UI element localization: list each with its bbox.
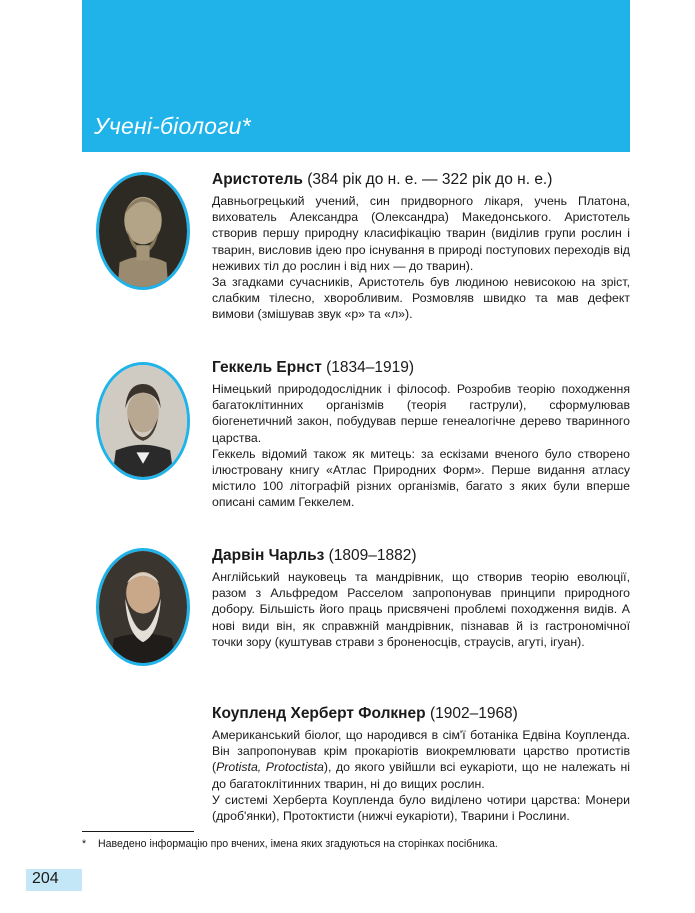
- bio-aristotle: [212, 170, 630, 323]
- bio-paragraph: Німецький природодослідник і філософ. Розробив теорію походження багатоклітинних організмів (теорія гаструли), сформулював біогенетичний закон, побудував перше генеалогічне дерево тваринного царства.: [212, 382, 630, 445]
- header-band: [82, 0, 630, 152]
- bio-paragraph: У системі Херберта Коупленда було виділено чотири царства: Монери (дроб'янки), Протоктисти (нижчі еукаріоти), Тварини і Рослини.: [212, 792, 630, 824]
- bio-paragraph: За згадками сучасників, Аристотель був людиною невисокою на зріст, слабким тілесно, хворобливим. Розмовляв швидко та мав дефект вимови (змішував звук «р» та «л»).: [212, 275, 630, 322]
- page-number-band: [26, 869, 82, 891]
- bio-text: Американський біолог, що народився в сім'ї ботаніка Едвіна Коупленда. Він запропонував крім прокаріотів виокремлювати царство протистів (: [212, 728, 630, 775]
- scientist-name: Аристотель: [212, 171, 303, 188]
- scientist-dates: (384 рік до н. е. — 322 рік до н. е.): [307, 171, 553, 188]
- scientist-name: Геккель Ернст: [212, 359, 322, 376]
- scientist-dates: (1834–1919): [326, 359, 415, 376]
- scientist-name: Коупленд Херберт Фолкнер: [212, 705, 426, 722]
- bio-latin-term: Protista, Protoctista: [216, 760, 324, 775]
- bio-darwin: [212, 546, 630, 650]
- bio-paragraph: Давньогрецький учений, син придворного лікаря, учень Платона, вихователь Александра (Олександра) Македонського. Аристотель створив першу природну класифікацію тварин (виділив групи рослин і тварин, висловив ідею про існування в природі поступових переходів від неживих тіл до рослин і від них — до тварин).: [212, 194, 630, 273]
- scientist-name: Дарвін Чарльз: [212, 547, 325, 564]
- scientist-dates: (1809–1882): [328, 547, 417, 564]
- page-number: 204: [32, 870, 59, 887]
- aristotle-portrait: [96, 172, 190, 290]
- bio-heading: [212, 170, 630, 190]
- bio-haeckel: [212, 358, 630, 511]
- footnote-divider: [82, 831, 194, 832]
- scientist-dates: (1902–1968): [429, 705, 518, 722]
- bio-paragraph: Геккель відомий також як митець: за ескізами вченого було створено ілюстровану книгу «Атлас Природних Форм». Перше видання атласу містило 100 літографій різних організмів, багато з яких були вперше описані самим Геккелем.: [212, 446, 630, 510]
- aristotle-bust-image: [99, 175, 187, 287]
- darwin-portrait: [96, 548, 190, 666]
- page-title: Учені-біологи*: [94, 113, 251, 139]
- bio-heading: [212, 546, 630, 566]
- footnote-marker: *: [82, 838, 87, 850]
- haeckel-photo-image: [99, 365, 187, 477]
- bio-paragraph: [212, 727, 630, 792]
- bio-text: ), до якого увійшли всі еукаріоти, що не належать ні до багатоклітинних тварин, ні до вищих рослин.: [212, 760, 630, 791]
- bio-copeland: [212, 704, 630, 824]
- bio-paragraph: Англійський науковець та мандрівник, що створив теорію еволюції, разом з Альфредом Расселом запропонував принципи природного добору. Більшість його праць присвячені проблемі походження видів. А нові види він, як справжній мандрівник, пізнавав й із гастрономічної точки зору (куштував страви з броненосців, страусів, агуті, ігуан).: [212, 570, 630, 649]
- footnote-text: Наведено інформацію про вчених, імена яких згадуються на сторінках посібника.: [98, 838, 498, 850]
- footnote: [82, 838, 498, 850]
- darwin-photo-image: [99, 551, 187, 663]
- bio-heading: [212, 704, 630, 724]
- haeckel-portrait: [96, 362, 190, 480]
- bio-heading: [212, 358, 630, 378]
